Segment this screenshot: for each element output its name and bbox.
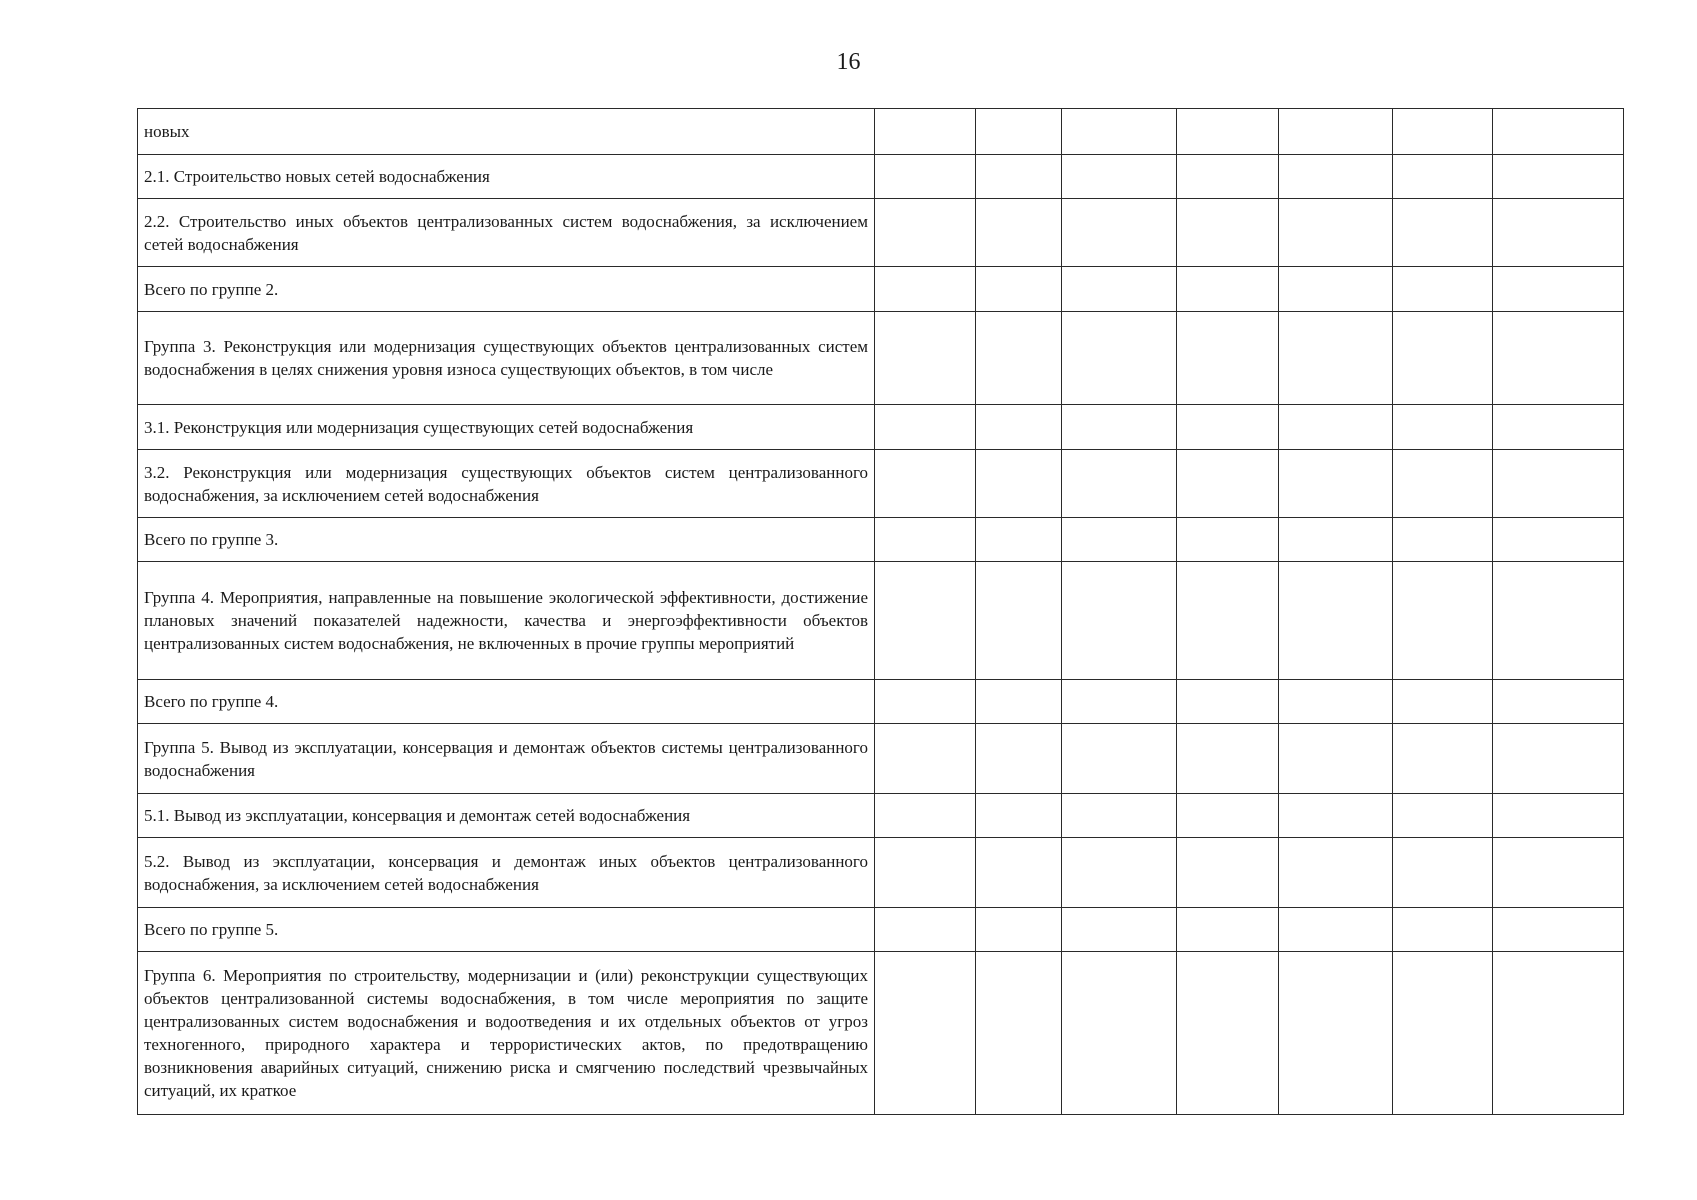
row-description: Группа 4. Мероприятия, направленные на повышение экологической эффективности, достижение плановых значений показателей надежности, качества и энергоэффективности объектов централизованных систем водоснабжения, не включенных в прочие группы мероприятий [144, 588, 868, 653]
empty-value-cell [976, 724, 1062, 794]
empty-value-cell [1493, 450, 1624, 518]
table-row [138, 267, 1624, 312]
empty-value-cell [1393, 109, 1493, 155]
empty-value-cell [1393, 450, 1493, 518]
empty-value-cell [1393, 794, 1493, 838]
empty-value-cell [875, 908, 976, 952]
row-description-cell [138, 952, 875, 1115]
table-row [138, 155, 1624, 199]
row-description: Группа 5. Вывод из эксплуатации, консервация и демонтаж объектов системы централизованного водоснабжения [144, 737, 868, 780]
empty-value-cell [1279, 312, 1393, 405]
table-row [138, 518, 1624, 562]
empty-value-cell [1062, 724, 1177, 794]
empty-value-cell [1062, 680, 1177, 724]
empty-value-cell [875, 794, 976, 838]
empty-value-cell [1493, 312, 1624, 405]
empty-value-cell [1279, 267, 1393, 312]
empty-value-cell [875, 838, 976, 908]
investment-program-table [137, 108, 1624, 1115]
empty-value-cell [1177, 680, 1279, 724]
empty-value-cell [976, 518, 1062, 562]
empty-value-cell [1393, 199, 1493, 267]
empty-value-cell [976, 562, 1062, 680]
row-description: новых [144, 122, 190, 141]
empty-value-cell [1279, 562, 1393, 680]
empty-value-cell [1279, 952, 1393, 1115]
empty-value-cell [1177, 838, 1279, 908]
empty-value-cell [1493, 680, 1624, 724]
row-description-cell [138, 405, 875, 450]
empty-value-cell [1062, 450, 1177, 518]
row-description-cell [138, 199, 875, 267]
empty-value-cell [1493, 838, 1624, 908]
empty-value-cell [1493, 724, 1624, 794]
empty-value-cell [875, 724, 976, 794]
empty-value-cell [1062, 518, 1177, 562]
row-description-cell [138, 794, 875, 838]
row-description: 5.1. Вывод из эксплуатации, консервация и демонтаж сетей водоснабжения [144, 806, 691, 825]
empty-value-cell [1177, 450, 1279, 518]
row-description-cell [138, 680, 875, 724]
row-description: 3.2. Реконструкция или модернизация существующих объектов систем централизованного водоснабжения, за исключением сетей водоснабжения [144, 462, 868, 505]
empty-value-cell [1279, 405, 1393, 450]
table-row [138, 794, 1624, 838]
empty-value-cell [1279, 450, 1393, 518]
row-description: 3.1. Реконструкция или модернизация существующих сетей водоснабжения [144, 417, 694, 437]
empty-value-cell [1493, 155, 1624, 199]
row-description-cell [138, 109, 875, 155]
empty-value-cell [976, 838, 1062, 908]
row-description: Всего по группе 4. [144, 692, 279, 711]
row-description-cell [138, 312, 875, 405]
empty-value-cell [1493, 518, 1624, 562]
empty-value-cell [976, 155, 1062, 199]
empty-value-cell [875, 518, 976, 562]
empty-value-cell [1177, 405, 1279, 450]
row-description-cell [138, 267, 875, 312]
empty-value-cell [1393, 838, 1493, 908]
empty-value-cell [1393, 267, 1493, 312]
empty-value-cell [976, 908, 1062, 952]
table-row [138, 312, 1624, 405]
table-row [138, 952, 1624, 1115]
row-description-cell [138, 838, 875, 908]
empty-value-cell [1177, 518, 1279, 562]
empty-value-cell [1062, 267, 1177, 312]
empty-value-cell [1177, 562, 1279, 680]
empty-value-cell [875, 405, 976, 450]
row-description: Группа 6. Мероприятия по строительству, модернизации и (или) реконструкции существующих объектов централизованной системы водоснабжения, в том числе мероприятия по защите централизованных систем водоснабжения и водоотведения и их отдельных объектов от угроз техногенного, природного характера и террористических актов, по предотвращению возникновения аварийных ситуаций, снижению риска и смягчению последствий чрезвычайных ситуаций, их краткое [144, 966, 868, 1100]
empty-value-cell [1062, 952, 1177, 1115]
empty-value-cell [1062, 155, 1177, 199]
row-description: Группа 3. Реконструкция или модернизация существующих объектов централизованных систем водоснабжения в целях снижения уровня износа существующих объектов, в том числе [144, 337, 868, 379]
empty-value-cell [1393, 312, 1493, 405]
empty-value-cell [1393, 518, 1493, 562]
empty-value-cell [1177, 199, 1279, 267]
table-row [138, 838, 1624, 908]
empty-value-cell [1177, 794, 1279, 838]
empty-value-cell [1493, 405, 1624, 450]
empty-value-cell [875, 199, 976, 267]
empty-value-cell [976, 312, 1062, 405]
empty-value-cell [1493, 908, 1624, 952]
empty-value-cell [976, 267, 1062, 312]
row-description-cell [138, 518, 875, 562]
empty-value-cell [1493, 109, 1624, 155]
row-description-cell [138, 908, 875, 952]
empty-value-cell [976, 952, 1062, 1115]
table-row [138, 908, 1624, 952]
empty-value-cell [1279, 838, 1393, 908]
empty-value-cell [1177, 952, 1279, 1115]
empty-value-cell [1177, 908, 1279, 952]
empty-value-cell [976, 680, 1062, 724]
page-number: 16 [836, 49, 861, 75]
empty-value-cell [1279, 155, 1393, 199]
empty-value-cell [1279, 908, 1393, 952]
empty-value-cell [1493, 267, 1624, 312]
empty-value-cell [976, 794, 1062, 838]
empty-value-cell [1279, 199, 1393, 267]
empty-value-cell [1393, 908, 1493, 952]
empty-value-cell [875, 450, 976, 518]
row-description-cell [138, 450, 875, 518]
empty-value-cell [1279, 109, 1393, 155]
empty-value-cell [976, 450, 1062, 518]
empty-value-cell [1493, 952, 1624, 1115]
empty-value-cell [875, 109, 976, 155]
empty-value-cell [875, 267, 976, 312]
row-description: 5.2. Вывод из эксплуатации, консервация и демонтаж иных объектов централизованного водоснабжения, за исключением сетей водоснабжения [144, 851, 868, 894]
empty-value-cell [1279, 794, 1393, 838]
empty-value-cell [875, 680, 976, 724]
empty-value-cell [1177, 724, 1279, 794]
empty-value-cell [1279, 518, 1393, 562]
empty-value-cell [1393, 562, 1493, 680]
table-row [138, 109, 1624, 155]
empty-value-cell [875, 155, 976, 199]
empty-value-cell [1062, 199, 1177, 267]
table-row [138, 450, 1624, 518]
row-description: 2.1. Строительство новых сетей водоснабжения [144, 167, 490, 186]
empty-value-cell [1177, 267, 1279, 312]
table-row [138, 680, 1624, 724]
table-row [138, 199, 1624, 267]
empty-value-cell [1062, 109, 1177, 155]
empty-value-cell [1062, 908, 1177, 952]
row-description-cell [138, 155, 875, 199]
empty-value-cell [1062, 794, 1177, 838]
empty-value-cell [1177, 312, 1279, 405]
empty-value-cell [1062, 405, 1177, 450]
empty-value-cell [976, 109, 1062, 155]
empty-value-cell [1062, 838, 1177, 908]
empty-value-cell [1177, 155, 1279, 199]
empty-value-cell [875, 312, 976, 405]
empty-value-cell [875, 952, 976, 1115]
table-row [138, 724, 1624, 794]
empty-value-cell [1279, 724, 1393, 794]
row-description: Всего по группе 5. [144, 920, 279, 939]
table-row [138, 562, 1624, 680]
empty-value-cell [1062, 562, 1177, 680]
empty-value-cell [976, 405, 1062, 450]
empty-value-cell [1493, 794, 1624, 838]
empty-value-cell [1279, 680, 1393, 724]
row-description: Всего по группе 2. [144, 279, 279, 299]
row-description: Всего по группе 3. [144, 530, 279, 549]
empty-value-cell [1493, 562, 1624, 680]
empty-value-cell [1177, 109, 1279, 155]
empty-value-cell [1393, 680, 1493, 724]
empty-value-cell [1062, 312, 1177, 405]
empty-value-cell [976, 199, 1062, 267]
empty-value-cell [875, 562, 976, 680]
row-description-cell [138, 562, 875, 680]
row-description: 2.2. Строительство иных объектов централизованных систем водоснабжения, за исключением сетей водоснабжения [144, 211, 868, 254]
empty-value-cell [1393, 952, 1493, 1115]
empty-value-cell [1393, 724, 1493, 794]
empty-value-cell [1493, 199, 1624, 267]
table-row [138, 405, 1624, 450]
empty-value-cell [1393, 155, 1493, 199]
empty-value-cell [1393, 405, 1493, 450]
row-description-cell [138, 724, 875, 794]
